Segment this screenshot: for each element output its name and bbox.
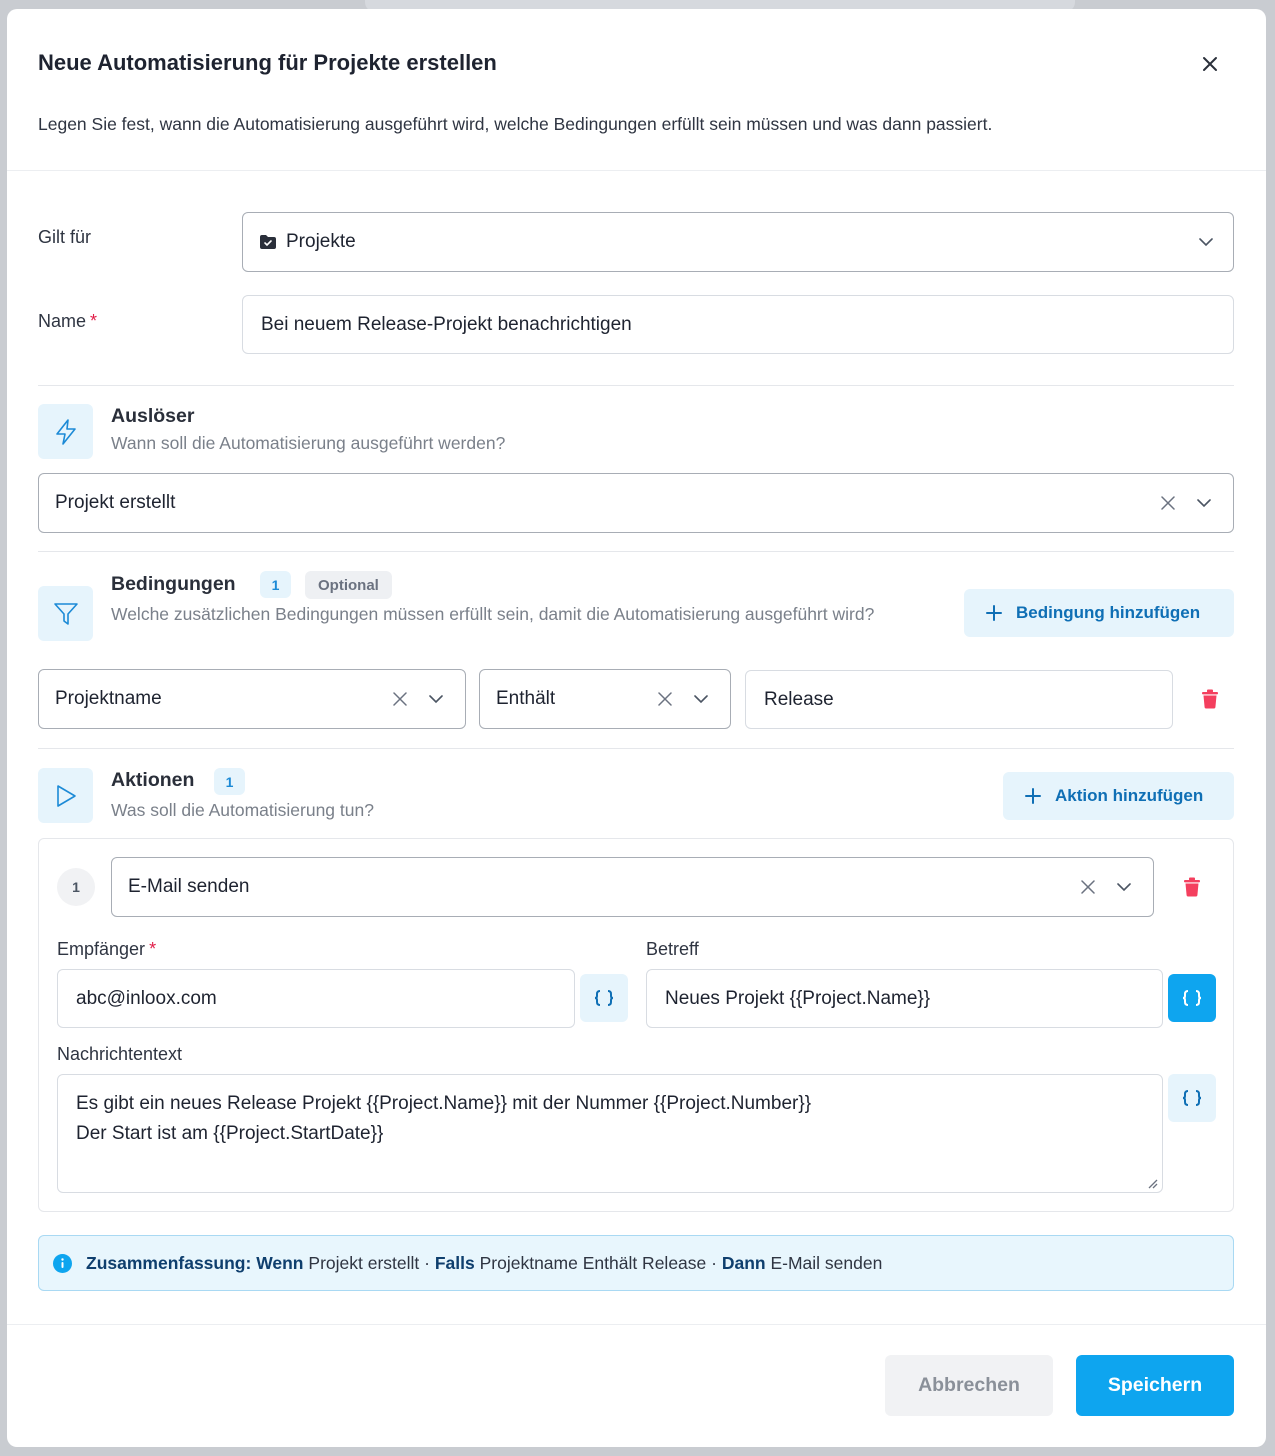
- name-label: Name *: [38, 311, 98, 331]
- actions-count-badge: 1: [214, 768, 245, 795]
- action-card: [38, 838, 1234, 1212]
- close-button[interactable]: [1197, 51, 1223, 77]
- filter-funnel-icon: [53, 602, 79, 626]
- required-mark: *: [90, 311, 98, 331]
- condition-field-select[interactable]: [38, 669, 466, 729]
- summary-then-value: E-Mail senden: [770, 1252, 883, 1273]
- add-condition-button[interactable]: [964, 589, 1234, 637]
- conditions-title: Bedingungen: [111, 573, 236, 595]
- summary-separator: ·: [424, 1252, 430, 1273]
- recipient-input[interactable]: [57, 969, 575, 1028]
- trigger-title: Auslöser: [111, 405, 195, 427]
- conditions-description: Welche zusätzlichen Bedingungen müssen erfüllt sein, damit die Automatisierung ausgeführt wird?: [111, 604, 875, 624]
- chevron-down-icon: [692, 690, 710, 708]
- save-button[interactable]: Speichern: [1076, 1355, 1234, 1416]
- curly-braces-icon: [1181, 1090, 1203, 1106]
- close-icon: [1202, 56, 1218, 72]
- applies-to-value: Projekte: [286, 231, 356, 252]
- clear-x-icon[interactable]: [1159, 494, 1177, 512]
- clear-x-icon[interactable]: [1079, 878, 1097, 896]
- clear-x-icon[interactable]: [391, 690, 409, 708]
- action-step-number: 1: [57, 868, 95, 906]
- chevron-down-icon: [1115, 878, 1133, 896]
- cancel-button[interactable]: Abbrechen: [885, 1355, 1053, 1416]
- summary-banner: [38, 1235, 1234, 1291]
- plus-icon: [986, 605, 1002, 621]
- curly-braces-icon: [1181, 990, 1203, 1006]
- add-action-button[interactable]: [1003, 772, 1234, 820]
- divider: [38, 748, 1234, 749]
- summary-if-keyword: Falls: [434, 1252, 475, 1273]
- body-line: Der Start ist am {{Project.StartDate}}: [76, 1123, 384, 1144]
- recipient-variables-button[interactable]: [580, 974, 628, 1022]
- summary-when-keyword: Wenn: [256, 1252, 304, 1273]
- subject-variables-button[interactable]: [1168, 974, 1216, 1022]
- condition-value: Release: [764, 688, 834, 710]
- condition-value-input[interactable]: [745, 670, 1173, 729]
- automation-dialog: [7, 9, 1266, 1447]
- actions-section-icon: [38, 768, 93, 823]
- actions-title: Aktionen: [111, 769, 195, 791]
- summary-separator: ·: [711, 1252, 717, 1273]
- dialog-title: Neue Automatisierung für Projekte erstellen: [38, 50, 497, 75]
- dialog-header: [7, 9, 1266, 171]
- add-action-label: Aktion hinzufügen: [1055, 786, 1204, 805]
- chevron-down-icon: [427, 690, 445, 708]
- dialog-footer-divider: [7, 1324, 1266, 1325]
- condition-field-value: Projektname: [55, 688, 162, 709]
- trash-icon: [1201, 689, 1219, 709]
- divider: [38, 551, 1234, 552]
- add-condition-label: Bedingung hinzufügen: [1016, 603, 1201, 622]
- conditions-count-badge: 1: [260, 571, 291, 598]
- divider: [38, 385, 1234, 386]
- summary-prefix: Zusammenfassung:: [86, 1252, 252, 1273]
- optional-badge: Optional: [305, 571, 392, 599]
- folder-check-icon: [259, 234, 277, 250]
- dialog-subtitle: Legen Sie fest, wann die Automatisierung ausgeführt wird, welche Bedingungen erfüllt sein müssen und was dann passiert.: [38, 114, 993, 134]
- summary-if-value: Projektname Enthält Release: [479, 1252, 707, 1273]
- subject-input[interactable]: [646, 969, 1163, 1028]
- trigger-section-icon: [38, 404, 93, 459]
- trigger-select[interactable]: [38, 473, 1234, 533]
- subject-value: Neues Projekt {{Project.Name}}: [665, 987, 931, 1009]
- name-input[interactable]: [242, 295, 1234, 354]
- trigger-description: Wann soll die Automatisierung ausgeführt werden?: [111, 433, 506, 453]
- required-mark: *: [149, 939, 157, 959]
- play-icon: [55, 784, 77, 808]
- summary-then-keyword: Dann: [721, 1252, 766, 1273]
- lightning-bolt-icon: [54, 419, 78, 445]
- body-line: Es gibt ein neues Release Projekt {{Project.Name}} mit der Nummer {{Project.Number}}: [76, 1093, 812, 1114]
- body-variables-button[interactable]: [1168, 1074, 1216, 1122]
- applies-to-label: Gilt für: [38, 227, 92, 247]
- chevron-down-icon: [1197, 233, 1215, 251]
- body-textarea[interactable]: [57, 1074, 1163, 1193]
- delete-condition-button[interactable]: [1199, 687, 1221, 711]
- recipient-label: Empfänger *: [57, 939, 157, 959]
- recipient-value: abc@inloox.com: [76, 987, 217, 1009]
- condition-operator-select[interactable]: [479, 669, 731, 729]
- subject-label: Betreff: [646, 939, 699, 959]
- trigger-value: Projekt erstellt: [55, 492, 176, 513]
- condition-operator-value: Enthält: [496, 688, 556, 709]
- chevron-down-icon: [1195, 494, 1213, 512]
- name-value: Bei neuem Release-Projekt benachrichtigen: [261, 313, 632, 335]
- actions-description: Was soll die Automatisierung tun?: [111, 800, 374, 820]
- resize-grip-icon[interactable]: [1146, 1177, 1158, 1189]
- summary-when-value: Projekt erstellt: [308, 1252, 420, 1273]
- conditions-section-icon: [38, 586, 93, 641]
- info-circle-icon: [53, 1254, 72, 1273]
- action-type-select[interactable]: [111, 857, 1154, 917]
- plus-icon: [1025, 788, 1041, 804]
- action-type-value: E-Mail senden: [128, 876, 250, 897]
- body-label: Nachrichtentext: [57, 1044, 183, 1064]
- clear-x-icon[interactable]: [656, 690, 674, 708]
- curly-braces-icon: [593, 990, 615, 1006]
- delete-action-button[interactable]: [1181, 875, 1203, 899]
- applies-to-select[interactable]: [242, 212, 1234, 272]
- trash-icon: [1183, 877, 1201, 897]
